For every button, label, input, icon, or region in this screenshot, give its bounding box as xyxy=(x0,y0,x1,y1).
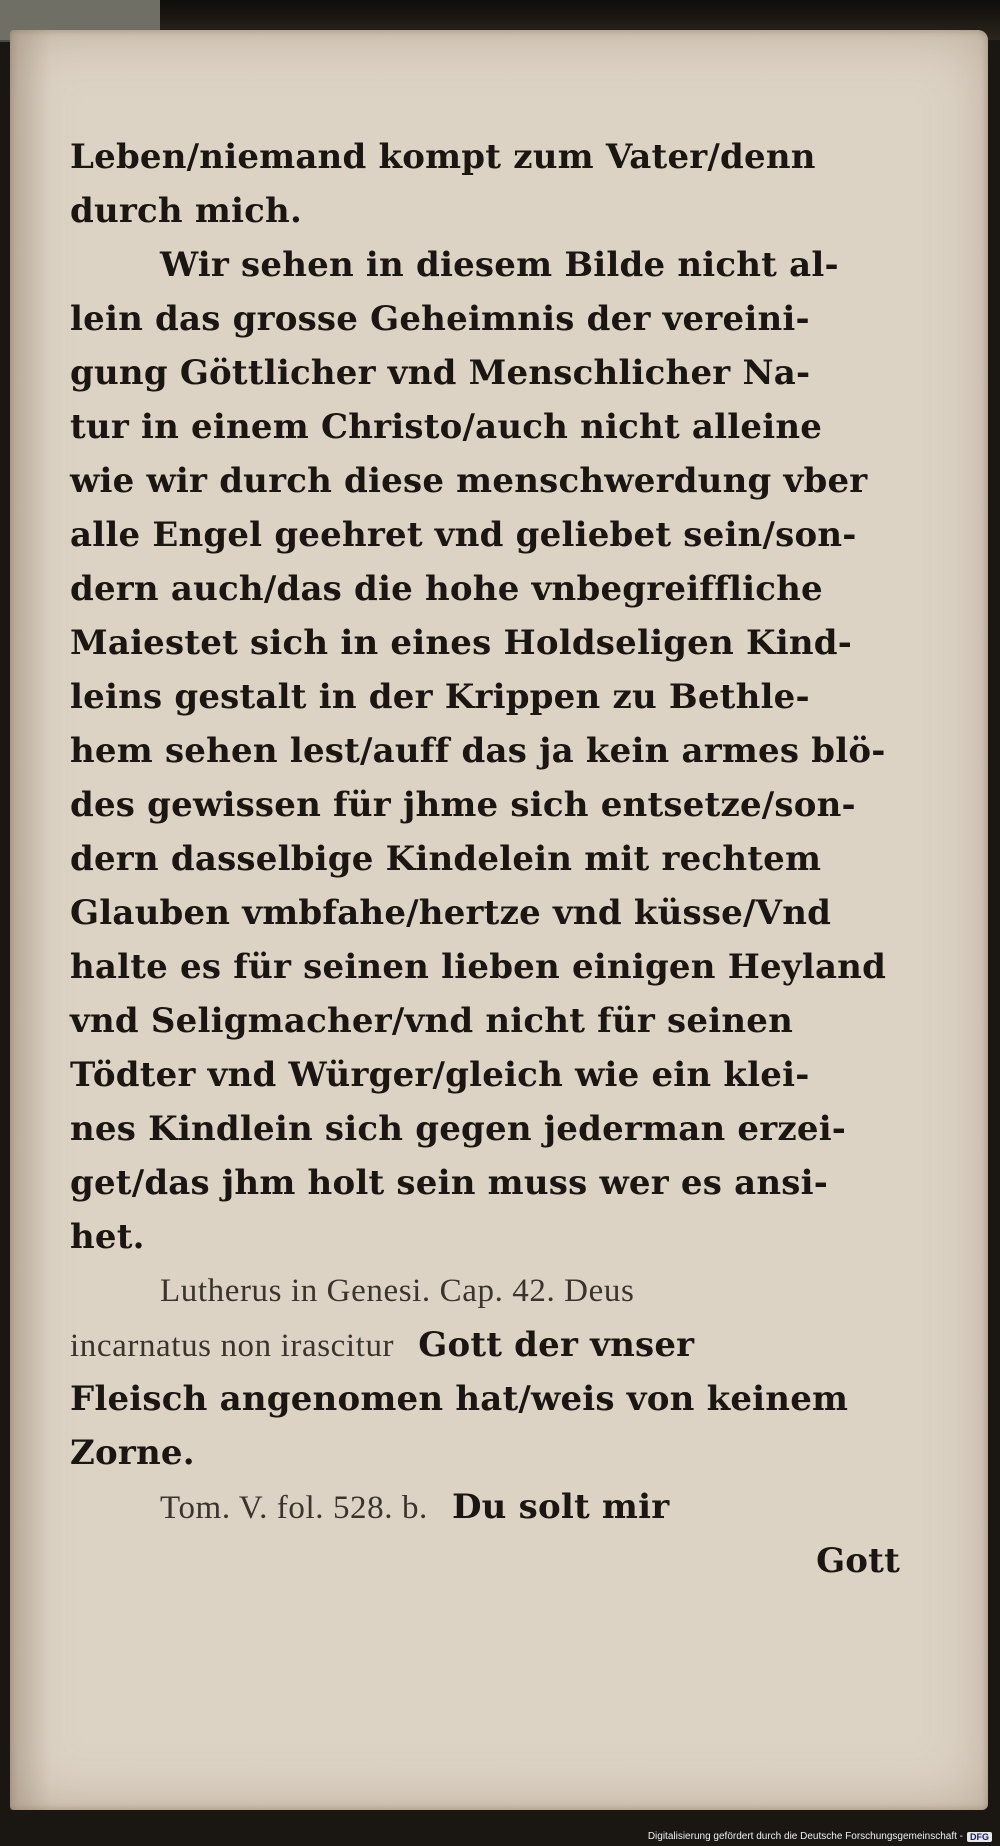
page-text-block xyxy=(70,130,910,1588)
reference-line xyxy=(70,1480,910,1534)
reference-latin-text: Tom. V. fol. 528. b. xyxy=(160,1490,428,1526)
text-line: get/das jhm holt sein muss wer es ansi- xyxy=(70,1163,829,1203)
text-line: Zorne. xyxy=(70,1433,195,1473)
text-line: leins gestalt in der Krippen zu Bethle- xyxy=(70,677,810,717)
text-line: Maiestet sich in eines Holdseligen Kind- xyxy=(70,623,853,663)
mixed-citation-line xyxy=(70,1318,910,1372)
text-line: nes Kindlein sich gegen jederman erzei- xyxy=(70,1109,847,1149)
german-citation-text: Gott der vnser xyxy=(418,1325,695,1365)
text-line: hem sehen lest/auff das ja kein armes blö- xyxy=(70,731,886,771)
text-line: des gewissen für jhme sich entsetze/son- xyxy=(70,785,856,825)
dfg-logo: DFG xyxy=(967,1832,992,1842)
latin-citation-line: Lutherus in Genesi. Cap. 42. Deus xyxy=(160,1273,635,1309)
text-line: dern dasselbige Kindelein mit rechtem xyxy=(70,839,822,879)
text-line: tur in einem Christo/auch nicht alleine xyxy=(70,407,823,447)
text-line: alle Engel geehret vnd geliebet sein/son- xyxy=(70,515,857,555)
text-line: Glauben vmbfahe/hertze vnd küsse/Vnd xyxy=(70,893,832,933)
text-line: lein das grosse Geheimnis der vereini- xyxy=(70,299,810,339)
digitization-footer xyxy=(648,1831,992,1842)
text-line: Fleisch angenomen hat/weis von keinem xyxy=(70,1379,849,1419)
text-line: het. xyxy=(70,1217,145,1257)
text-line: Wir sehen in diesem Bilde nicht al- xyxy=(160,245,839,285)
text-line: gung Göttlicher vnd Menschlicher Na- xyxy=(70,353,811,393)
catchword: Gott xyxy=(816,1541,900,1581)
footer-text: Digitalisierung gefördert durch die Deutsche Forschungsgemeinschaft - xyxy=(647,1831,963,1842)
text-line: Leben/niemand kompt zum Vater/denn xyxy=(70,137,816,177)
text-line: dern auch/das die hohe vnbegreiffliche xyxy=(70,569,823,609)
text-line: wie wir durch diese menschwerdung vber xyxy=(70,461,868,501)
text-line: Tödter vnd Würger/gleich wie ein klei- xyxy=(70,1055,810,1095)
text-line: vnd Seligmacher/vnd nicht für seinen xyxy=(70,1001,794,1041)
book-page xyxy=(10,30,988,1810)
text-line: halte es für seinen lieben einigen Heyland xyxy=(70,947,887,987)
latin-citation-text: incarnatus non irascitur xyxy=(70,1328,395,1364)
reference-german-text: Du solt mir xyxy=(452,1487,670,1527)
text-line: durch mich. xyxy=(70,191,303,231)
